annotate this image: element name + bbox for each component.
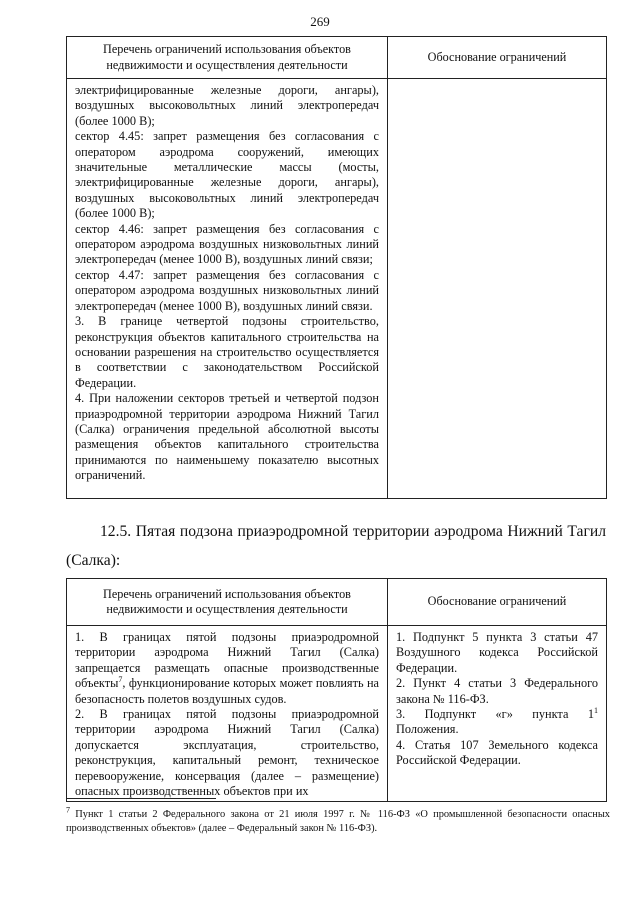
column-header-justification: Обоснование ограничений [388, 579, 607, 626]
restriction-paragraph: электрифицированные железные дороги, ангары), воздушных высоковольтных линий электропередач (более 1000 В); [75, 83, 379, 128]
footnote-separator [66, 798, 216, 799]
restriction-paragraph: сектор 4.45: запрет размещения без согласования с оператором аэродрома сооружений, имеющих значительные металлические массы (мосты, электрифицированные железные дороги, ангары), воздушных высоковольтных линий электропередач (более 1000 В); [75, 129, 379, 221]
column-header-restrictions: Перечень ограничений использования объектов недвижимости и осуществления деятельности [67, 37, 388, 79]
page-number: 269 [310, 14, 330, 29]
column-header-justification: Обоснование ограничений [388, 37, 607, 79]
fifth-subzone-restrictions-table [66, 578, 607, 802]
restrictions-table-continued [66, 36, 607, 499]
justification-item: 2. Пункт 4 статьи 3 Федерального закона № 116-ФЗ. [396, 676, 598, 706]
restriction-paragraph: сектор 4.47: запрет размещения без согласования с оператором аэродрома воздушных низковольтных линий электропередач (менее 1000 В), воздушных линий связи. [75, 267, 379, 313]
restrictions-cell [67, 79, 388, 499]
restriction-paragraph: сектор 4.46: запрет размещения без согласования с оператором аэродрома воздушных низковольтных линий электропередач (менее 1000 В), воздушных линий связи; [75, 221, 379, 267]
footnote-mark: 7 [66, 805, 70, 815]
justification-item: 1. Подпункт 5 пункта 3 статьи 47 Воздушного кодекса Российской Федерации. [396, 630, 598, 675]
justification-cell [388, 626, 607, 802]
table-header-row [67, 37, 607, 79]
column-header-restrictions: Перечень ограничений использования объектов недвижимости и осуществления деятельности [67, 579, 388, 626]
restriction-paragraph: 3. В границе четвертой подзоны строительство, реконструкция объектов капитального строительства на основании разрешения на строительство осуществляется в соответствии с законодательством Российской Федерации. [75, 314, 379, 390]
table-header-row [67, 579, 607, 626]
restrictions-cell [67, 626, 388, 802]
restriction-paragraph: 2. В границах пятой подзоны приаэродромной территории аэродрома Нижний Тагил (Салка) допускается эксплуатация, строительство, реконструкция, капитальный ремонт, техническое перевооружение, консервация (далее – размещение) опасных производственных объектов при их [75, 707, 379, 799]
justification-cell [388, 79, 607, 499]
justification-item: 4. Статья 107 Земельного кодекса Российской Федерации. [396, 737, 598, 768]
table-row [67, 626, 607, 802]
footnote: $^7$ Пункт 1 статьи 2 Федерального закона от 21 июля 1997 г. № 116-ФЗ «О промышленной безопасности опасных производственных объектов» (далее – Федеральный закон № 116-ФЗ). [66, 805, 610, 834]
restriction-paragraph: 4. При наложении секторов третьей и четвертой подзон приаэродромной территории аэродрома Нижний Тагил (Салка) ограничения предельной абсолютной высоты размещения объектов капитального строительства принимаются по наименьшему показателю высотных ограничений. [75, 391, 379, 483]
footnote-reference: 7 [118, 675, 123, 685]
section-heading: 12.5. Пятая подзона приаэродромной территории аэродрома Нижний Тагил (Салка): [66, 523, 606, 569]
justification-item: 3. Подпункт «г» пункта $1^1$ Положения. [396, 705, 598, 737]
restriction-paragraph: 1. В границах пятой подзоны приаэродромной территории аэродрома Нижний Тагил (Салка) запрещается размещать опасные производственные объекты$^7$, функционирование которых может повлиять на безопасность полетов воздушных судов. [75, 630, 379, 706]
table-row [67, 79, 607, 499]
